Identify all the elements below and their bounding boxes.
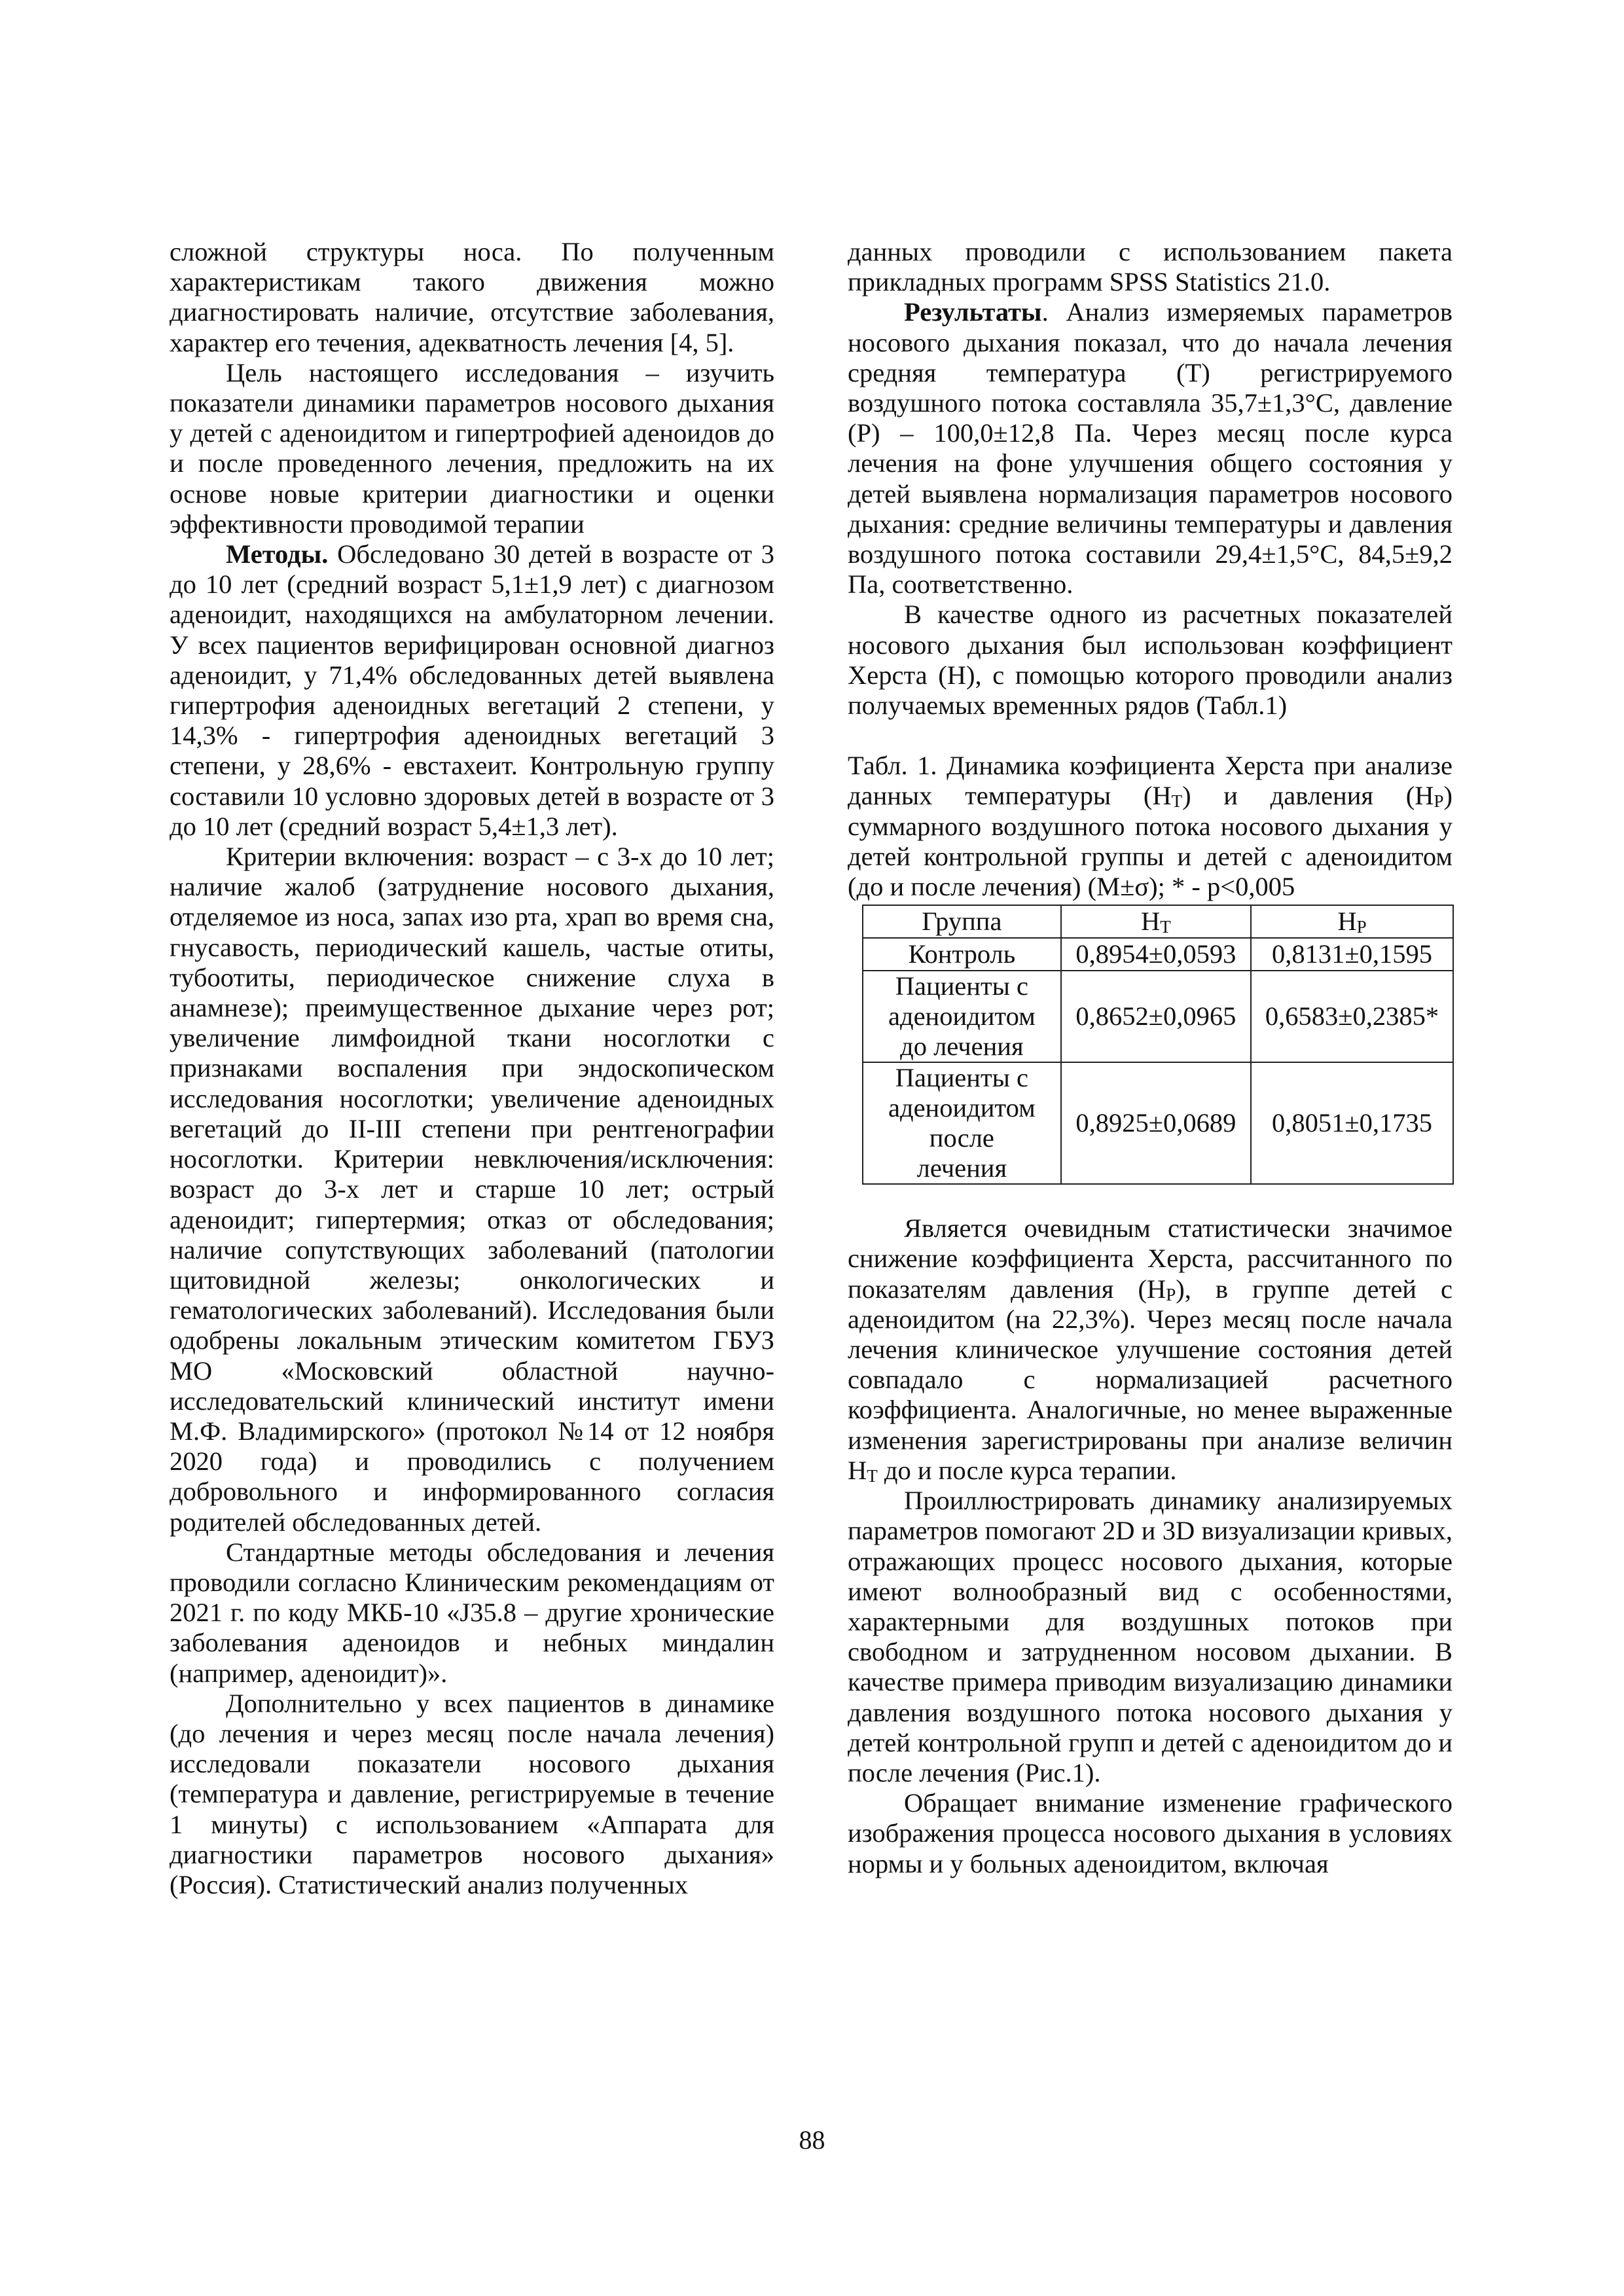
table-row	[863, 938, 1453, 971]
caption-subscript-t: Т	[1171, 791, 1183, 812]
header-ht-main: Н	[1141, 906, 1161, 937]
caption-text: ) и давления (Н	[1182, 781, 1434, 811]
table-row	[863, 971, 1453, 1062]
paragraph-criteria: Критерии включения: возраст – с 3-х до 10 лет; наличие жалоб (затруднение носового дыхания, отделяемое из носа, запах изо рта, храп во время сна, гнусавость, периодический кашель, частые отиты, тубоотиты, периодическое снижение слуха в анамнезе); преимущественное дыхание через рот; увеличение лимфоидной ткани носоглотки с признаками воспаления при эндоскопическом исследования носоглотки; увеличение аденоидных вегетаций до II-III степени при рентгенографии носоглотки. Критерии невключения/исключения: возраст до 3-х лет и старше 10 лет; острый аденоидит; гипертермия; отказ от обследования; наличие сопутствующих заболеваний (патологии щитовидной железы; онкологических и гематологических заболеваний). Исследования были одобрены локальным этическим комитетом ГБУЗ МО «Московский областной научно-исследовательский клинический институт имени М.Ф. Владимирского» (протокол №14 от 12 ноября 2020 года) и проводились с получением добровольного и информированного согласия родителей обследованных детей.	[170, 842, 774, 1537]
table-row	[863, 1062, 1453, 1184]
subscript-p: Р	[1166, 1284, 1176, 1304]
spacer	[848, 721, 1453, 751]
page-number: 88	[799, 2125, 825, 2155]
subscript-t: Т	[867, 1465, 878, 1486]
caption-text: ) суммарного воздушного потока носового дыхания у детей контрольной группы и детей с аденоидитом (до и после лечения) (М±σ); * - p<0,005	[848, 781, 1453, 902]
cell-group: Контроль	[863, 938, 1061, 971]
paragraph-stats-continued: данных проводили с использованием пакета прикладных программ SPSS Statistics 21.0.	[848, 237, 1453, 297]
header-hp-sub: Р	[1356, 917, 1367, 937]
significance-text: до и после курса терапии.	[877, 1455, 1177, 1485]
header-hp-main: Н	[1337, 906, 1357, 937]
table-caption	[848, 751, 1453, 902]
paragraph-aim: Цель настоящего исследования – изучить показатели динамики параметров носового дыхания у детей с аденоидитом и гипертрофией аденоидов до и после проведенного лечения, предложить на их основе новые критерии диагностики и оценки эффективности проводимой терапии	[170, 357, 774, 539]
paragraph-standard-methods: Стандартные методы обследования и лечения проводили согласно Клиническим рекомендациям от 2021 г. по коду МКБ-10 «J35.8 – другие хронические заболевания аденоидов и небных миндалин (например, аденоидит)».	[170, 1537, 774, 1688]
methods-heading: Методы.	[226, 539, 329, 569]
header-hp	[1251, 905, 1453, 938]
paragraph-significance	[848, 1213, 1453, 1486]
header-group: Группа	[863, 905, 1061, 938]
right-column	[848, 237, 1453, 1879]
paragraph-intro-continued: сложной структуры носа. По полученным характеристикам такого движения можно диагностировать наличие, отсутствие заболевания, характер его течения, адекватность лечения [4, 5].	[170, 237, 774, 357]
paragraph-methods	[170, 539, 774, 842]
hurst-table	[862, 905, 1454, 1185]
left-column	[170, 237, 774, 1900]
results-heading: Результаты	[904, 297, 1042, 327]
cell-hp: 0,8051±0,1735	[1251, 1062, 1453, 1184]
paragraph-results	[848, 297, 1453, 600]
header-ht	[1061, 905, 1251, 938]
paragraph-hurst: В качестве одного из расчетных показателей носового дыхания был использован коэффициент Херста (Н), с помощью которого проводили анализ получаемых временных рядов (Табл.1)	[848, 600, 1453, 721]
significance-text: ), в группе детей с аденоидитом (на 22,3%). Через месяц после начала лечения клиническое улучшение состояния детей совпадало с нормализацией расчетного коэффициента. Аналогичные, но менее выраженные изменения зарегистрированы при анализе величин Н	[848, 1274, 1453, 1485]
paragraph-visualization: Проиллюстрировать динамику анализируемых параметров помогают 2D и 3D визуализации кривых, отражающих процесс носового дыхания, которые имеют волнообразный вид с особенностями, характерными для воздушных потоков при свободном и затрудненном носовом дыхании. В качестве примера приводим визуализацию динамики давления воздушного потока носового дыхания у детей контрольной групп и детей с аденоидитом до и после лечения (Рис.1).	[848, 1486, 1453, 1787]
cell-group: Пациенты с аденоидитом до лечения	[863, 971, 1061, 1062]
significance-text: Является очевидным статистически значимое снижение коэффициента Херста, рассчитанного по показателям давления (Н	[848, 1213, 1453, 1304]
cell-group: Пациенты с аденоидитом после лечения	[863, 1062, 1061, 1184]
paragraph-attention: Обращает внимание изменение графического изображения процесса носового дыхания в условиях нормы и у больных аденоидитом, включая	[848, 1788, 1453, 1878]
caption-text: Табл. 1. Динамика коэфициента Херста при анализе данных температуры (Н	[848, 751, 1453, 811]
table-header-row	[863, 905, 1453, 938]
caption-subscript-p: Р	[1434, 791, 1444, 812]
paragraph-additional: Дополнительно у всех пациентов в динамике (до лечения и через месяц после начала лечения) исследовали показатели носового дыхания (температура и давление, регистрируемые в течение 1 минуты) с использованием «Аппарата для диагностики параметров носового дыхания» (Россия). Статистический анализ полученных	[170, 1688, 774, 1899]
results-text: . Анализ измеряемых параметров носового дыхания показал, что до начала лечения средняя температура (Т) регистрируемого воздушного потока составляла 35,7±1,3°С, давление (Р) – 100,0±12,8 Па. Через месяц после курса лечения на фоне улучшения общего состояния у детей выявлена нормализация параметров носового дыхания: средние величины температуры и давления воздушного потока составили 29,4±1,5°С, 84,5±9,2 Па, соответственно.	[848, 297, 1453, 600]
cell-ht: 0,8652±0,0965	[1061, 971, 1251, 1062]
cell-ht: 0,8925±0,0689	[1061, 1062, 1251, 1184]
cell-hp: 0,8131±0,1595	[1251, 938, 1453, 971]
methods-text: Обследовано 30 детей в возрасте от 3 до 10 лет (средний возраст 5,1±1,9 лет) с диагнозом аденоидит, находящихся на амбулаторном лечении. У всех пациентов верифицирован основной диагноз аденоидит, у 71,4% обследованных детей выявлена гипертрофия аденоидных вегетаций 2 степени, у 14,3% - гипертрофия аденоидных вегетаций 3 степени, у 28,6% - евстахеит. Контрольную группу составили 10 условно здоровых детей в возрасте от 3 до 10 лет (средний возраст 5,4±1,3 лет).	[170, 539, 774, 841]
cell-ht: 0,8954±0,0593	[1061, 938, 1251, 971]
header-ht-sub: Т	[1160, 917, 1171, 937]
cell-hp: 0,6583±0,2385*	[1251, 971, 1453, 1062]
